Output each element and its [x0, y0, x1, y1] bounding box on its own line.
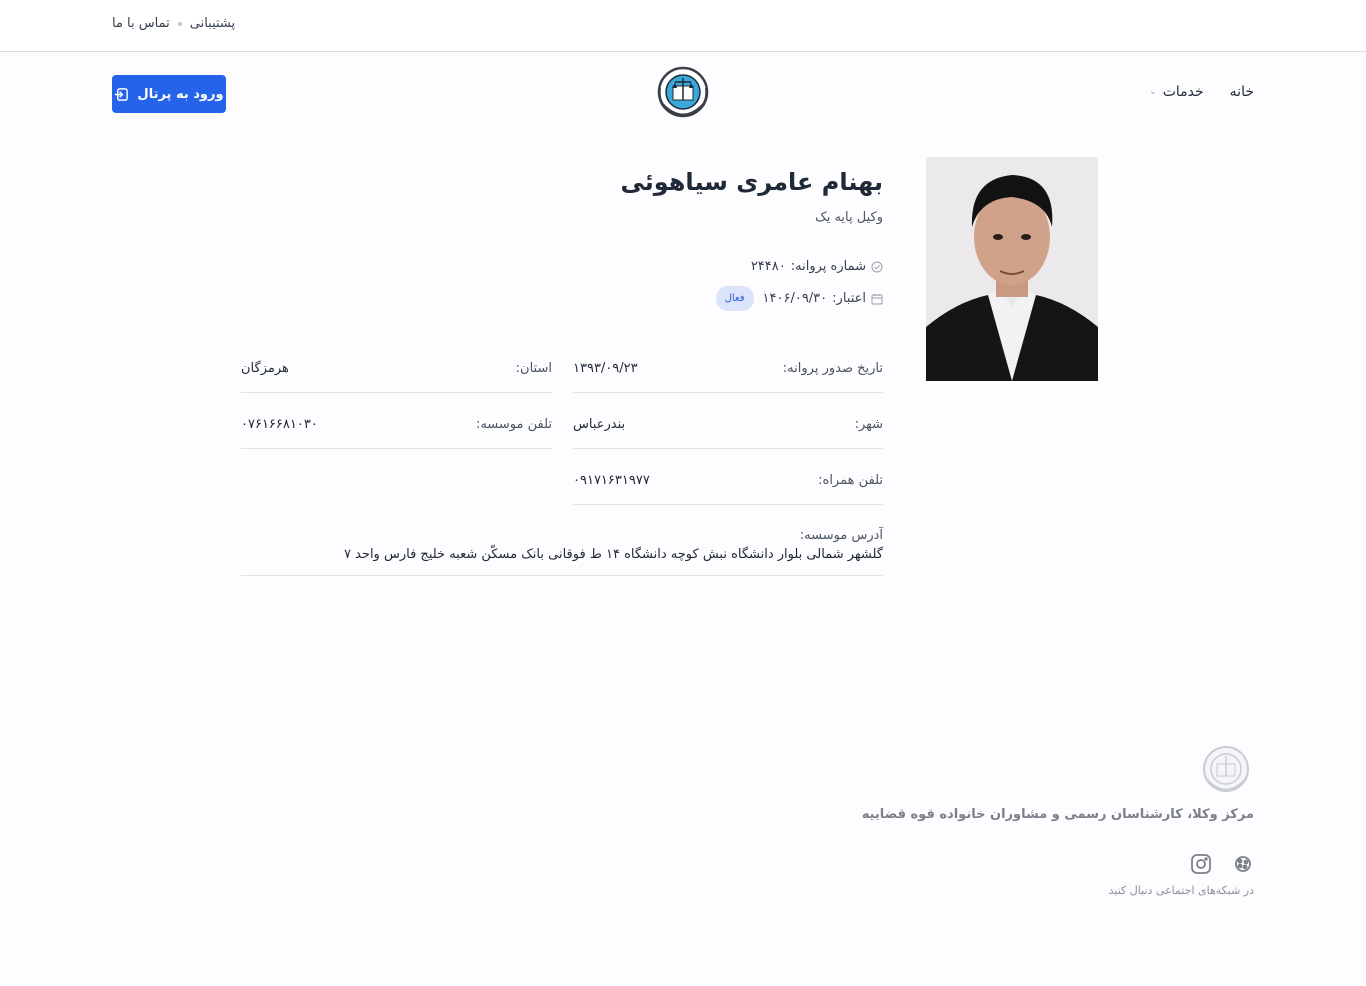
- address-value: گلشهر شمالی بلوار دانشگاه نبش کوچه دانشگاه ۱۴ ط فوقانی بانک مسکّن شعبه خلیج فارس واحد ۷: [343, 547, 883, 562]
- judiciary-logo[interactable]: [654, 64, 712, 124]
- lawyer-grade: وکیل پایه یک: [815, 210, 883, 225]
- portal-login-button[interactable]: [112, 75, 226, 113]
- license-label: شماره پروانه:: [790, 259, 866, 274]
- separator-dot: [178, 22, 182, 26]
- mobile-field: [573, 473, 883, 505]
- address-label: آدرس موسسه:: [799, 528, 883, 543]
- mobile-value: ۰۹۱۷۱۶۳۱۹۷۷: [573, 473, 650, 488]
- nav-services-label: خدمات: [1162, 84, 1204, 100]
- province-value: هرمزگان: [241, 361, 289, 376]
- login-icon: [114, 87, 129, 102]
- lawyer-photo: [926, 157, 1098, 381]
- address-field: [241, 528, 883, 576]
- province-field: [241, 361, 552, 393]
- header: [0, 52, 1366, 142]
- instagram-icon[interactable]: [1190, 853, 1212, 875]
- license-number: ۲۴۴۸۰: [750, 259, 786, 274]
- city-label: شهر:: [854, 417, 883, 432]
- issue-date-value: ۱۳۹۳/۰۹/۲۳: [573, 361, 638, 376]
- footer-logo: [1199, 744, 1253, 798]
- contact-link[interactable]: تماس با ما: [112, 16, 170, 31]
- social-links: [1190, 853, 1254, 875]
- province-label: استان:: [515, 361, 552, 376]
- check-circle-icon: [871, 261, 883, 273]
- calendar-icon: [871, 293, 883, 305]
- main-nav: [1149, 84, 1254, 100]
- chevron-down-icon: ⌄: [1149, 87, 1157, 97]
- aparat-icon[interactable]: [1232, 853, 1254, 875]
- top-links: [112, 16, 235, 31]
- support-link[interactable]: پشتیبانی: [189, 16, 236, 31]
- institute-phone-value: ۰۷۶۱۶۶۸۱۰۳۰: [241, 417, 318, 432]
- institute-phone-field: [241, 417, 552, 449]
- lawyer-name: بهنام عامری سیاهوئی: [620, 168, 883, 196]
- city-field: [573, 417, 883, 449]
- nav-services[interactable]: [1149, 84, 1204, 100]
- mobile-label: تلفن همراه:: [818, 473, 883, 488]
- top-bar: [0, 0, 1366, 52]
- license-row: [751, 259, 883, 274]
- footer-title: مرکز وکلا، کارشناسان رسمی و مشاوران خانواده قوه قضاییه: [861, 807, 1254, 822]
- nav-home[interactable]: خانه: [1229, 84, 1254, 100]
- validity-row: [716, 286, 883, 311]
- portal-login-label: ورود به پرتال: [137, 86, 224, 102]
- city-value: بندرعباس: [573, 417, 626, 432]
- issue-date-field: [573, 361, 883, 393]
- issue-date-label: تاریخ صدور پروانه:: [782, 361, 883, 376]
- validity-label: اعتبار:: [832, 291, 866, 306]
- status-badge: فعال: [716, 286, 754, 311]
- institute-phone-label: تلفن موسسه:: [475, 417, 552, 432]
- social-note: در شبکه‌های اجتماعی دنبال کنید: [1108, 884, 1254, 897]
- validity-date: ۱۴۰۶/۰۹/۳۰: [762, 291, 828, 306]
